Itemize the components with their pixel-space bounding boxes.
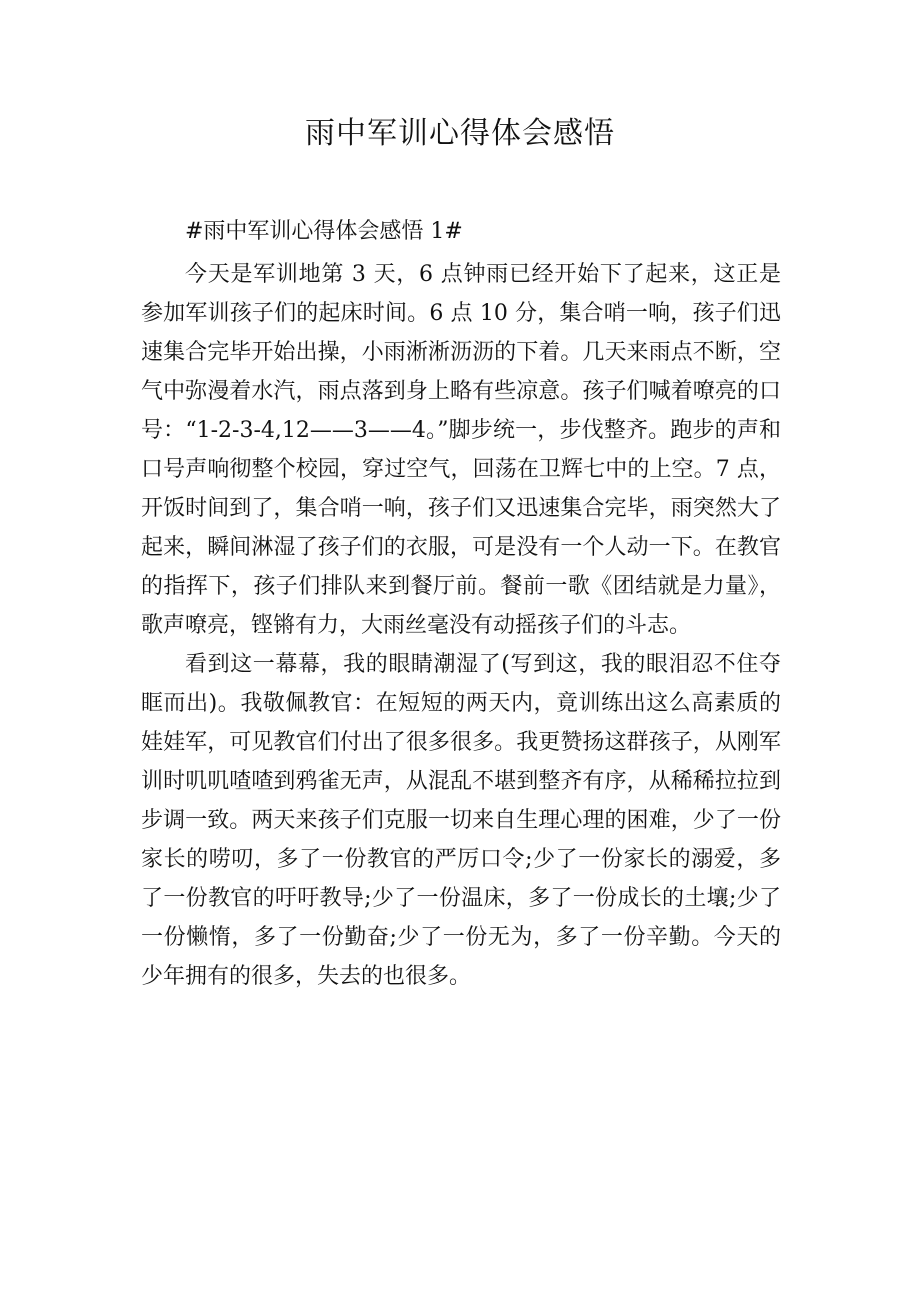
paragraph-2: 看到这一幕幕，我的眼睛潮湿了(写到这，我的眼泪忍不住夺眶而出)。我敬佩教官：在短短的两天内，竟训练出这么高素质的娃娃军，可见教官们付出了很多很多。我更赞扬这群孩子，从刚军训时叽叽喳喳到鸦雀无声，从混乱不堪到整齐有序，从稀稀拉拉到步调一致。两天来孩子们克服一切来自生理心理的困难，少了一份家长的唠叨，多了一份教官的严厉口令;少了一份家长的溺爱，多了一份教官的吁吁教导;少了一份温床，多了一份成长的土壤;少了一份懒惰，多了一份勤奋;少了一份无为，多了一份辛勤。今天的少年拥有的很多，失去的也很多。 [141,652,781,989]
section-heading: #雨中军训心得体会感悟 1# [185,219,463,244]
document-body [141,212,781,996]
paragraph-1: 今天是军训地第 3 天，6 点钟雨已经开始下了起来，这正是参加军训孩子们的起床时间。6 点 10 分，集合哨一响，孩子们迅速集合完毕开始出操，小雨淅淅沥沥的下着。几天来雨点不断，空气中弥漫着水汽，雨点落到身上略有些凉意。孩子们喊着嘹亮的口号：“1-2-3-4,12——3——4。”脚步统一，步伐整齐。跑步的声和口号声响彻整个校园，穿过空气，回荡在卫辉七中的上空。7 点，开饭时间到了，集合哨一响，孩子们又迅速集合完毕，雨突然大了起来，瞬间淋湿了孩子们的衣服，可是没有一个人动一下。在教官的指挥下，孩子们排队来到餐厅前。餐前一歌《团结就是力量》，歌声嘹亮，铿锵有力，大雨丝毫没有动摇孩子们的斗志。 [141,262,781,638]
page-title: 雨中军训心得体会感悟 [305,116,615,151]
